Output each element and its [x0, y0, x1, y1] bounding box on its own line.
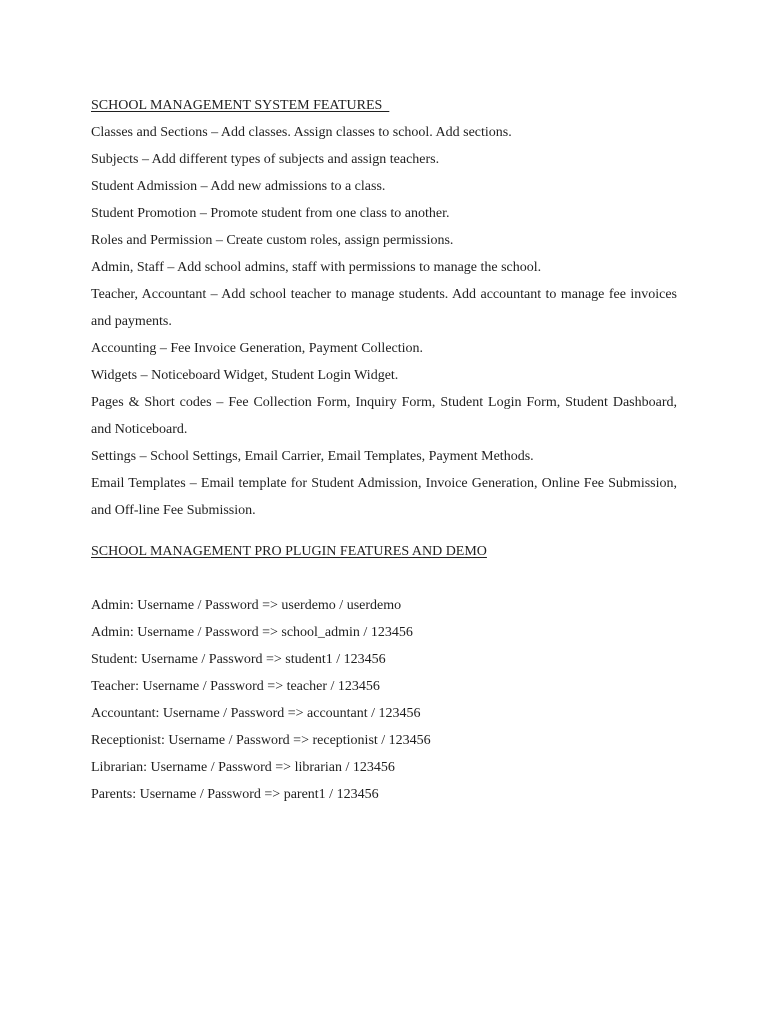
- credential-line: Accountant: Username / Password => accountant / 123456: [91, 706, 421, 721]
- features-list: [91, 119, 677, 524]
- demo-credentials-list: [91, 592, 677, 808]
- feature-line: Widgets – Noticeboard Widget, Student Login Widget.: [91, 368, 399, 383]
- feature-line: Roles and Permission – Create custom roles, assign permissions.: [91, 233, 454, 248]
- credential-line: Librarian: Username / Password => librarian / 123456: [91, 760, 395, 775]
- feature-line: Subjects – Add different types of subjects and assign teachers.: [91, 152, 440, 167]
- feature-line: Student Admission – Add new admissions to a class.: [91, 179, 386, 194]
- feature-line: Pages & Short codes – Fee Collection Form, Inquiry Form, Student Login Form, Student Dashboard, and Noticeboard.: [91, 395, 677, 437]
- feature-line: Classes and Sections – Add classes. Assign classes to school. Add sections.: [91, 125, 512, 140]
- credential-line: Admin: Username / Password => userdemo / userdemo: [91, 598, 402, 613]
- feature-line: Teacher, Accountant – Add school teacher to manage students. Add accountant to manage fee invoices and payments.: [91, 287, 677, 329]
- credential-line: Receptionist: Username / Password => receptionist / 123456: [91, 733, 431, 748]
- credential-line: Parents: Username / Password => parent1 / 123456: [91, 787, 379, 802]
- feature-line: Settings – School Settings, Email Carrier, Email Templates, Payment Methods.: [91, 449, 534, 464]
- feature-line: Admin, Staff – Add school admins, staff with permissions to manage the school.: [91, 260, 542, 275]
- credential-line: Teacher: Username / Password => teacher / 123456: [91, 679, 380, 694]
- pro-plugin-heading: SCHOOL MANAGEMENT PRO PLUGIN FEATURES AND DEMO: [91, 544, 487, 559]
- feature-line: Student Promotion – Promote student from one class to another.: [91, 206, 450, 221]
- feature-line: Email Templates – Email template for Student Admission, Invoice Generation, Online Fee Submission, and Off-line Fee Submission.: [91, 476, 677, 518]
- feature-line: Accounting – Fee Invoice Generation, Payment Collection.: [91, 341, 424, 356]
- credential-line: Admin: Username / Password => school_admin / 123456: [91, 625, 413, 640]
- document-page: [91, 92, 677, 808]
- credential-line: Student: Username / Password => student1 / 123456: [91, 652, 386, 667]
- features-heading: SCHOOL MANAGEMENT SYSTEM FEATURES: [91, 98, 390, 113]
